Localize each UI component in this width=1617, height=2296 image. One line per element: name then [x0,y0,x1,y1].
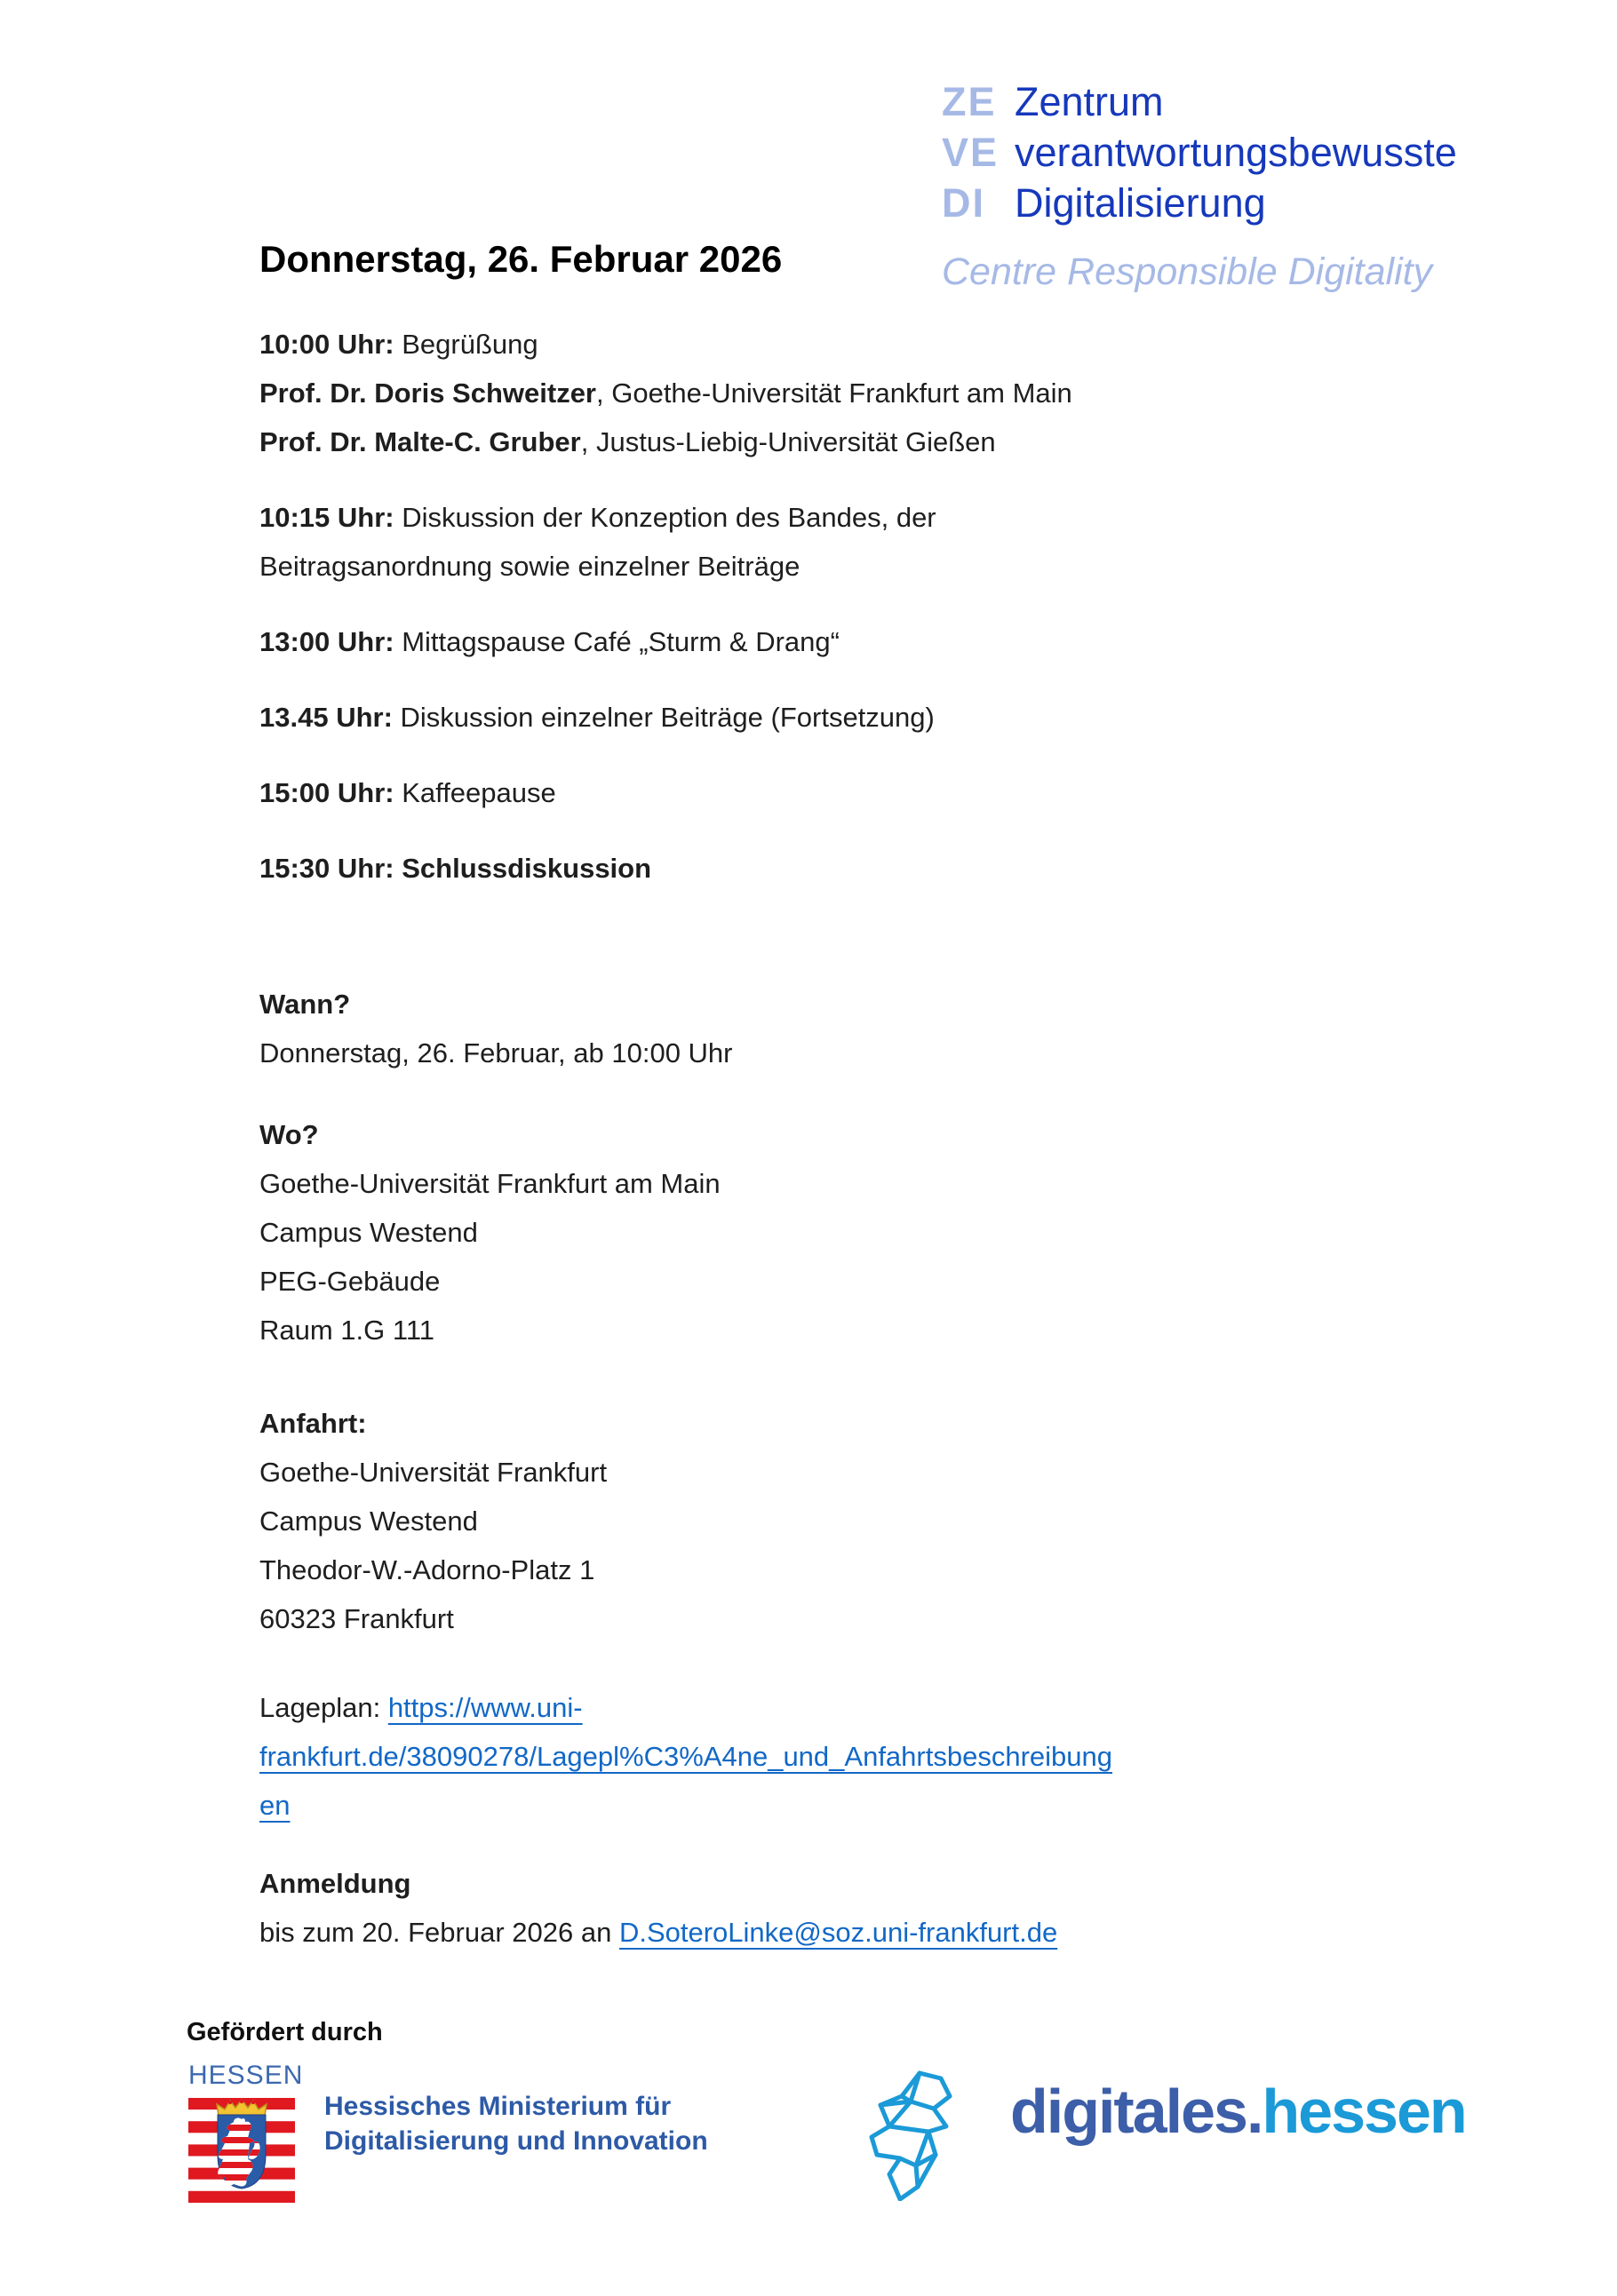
schedule-text: Diskussion einzelner Beiträge (Fortsetzung) [392,702,935,733]
schedule-text: Prof. Dr. Doris Schweitzer [259,377,596,409]
email-link[interactable]: D.SoteroLinke@soz.uni-frankfurt.de [618,1917,1058,1948]
section-line: Campus Westend [259,1506,478,1537]
schedule-text: Diskussion der Konzeption des Bandes, der [394,502,936,533]
schedule-line [259,844,1450,893]
schedule-item [259,320,1450,466]
zevedi-logo-prefix: VE [942,130,1000,175]
schedule-item [259,844,1450,893]
section-line: Raum 1.G 111 [259,1315,435,1346]
schedule-text: Beitragsanordnung sowie einzelner Beiträge [259,551,801,582]
hessen-ministry-logo [188,2059,303,2203]
section-heading: Wo? [259,1119,319,1150]
schedule-text: 15:00 Uhr: [259,777,394,808]
schedule-line [259,417,1450,466]
section-heading: Wann? [259,989,351,1020]
schedule-item [259,617,1450,666]
schedule-line [259,542,1450,591]
lageplan-label: Lageplan: [259,1692,388,1723]
schedule-line [259,369,1450,417]
zevedi-logo-row [942,76,1457,127]
schedule-item [259,693,1450,742]
zevedi-logo [942,76,1457,228]
section-line: 60323 Frankfurt [259,1603,454,1634]
section-wann [259,980,1450,1077]
section-wo [259,1110,1450,1355]
zevedi-logo-word: Zentrum [1015,79,1164,124]
lageplan-link[interactable]: https://www.uni- frankfurt.de/38090278/Lagepl%C3%A4ne_und_Anfahrtsbeschreibung en [259,1692,1112,1821]
schedule-line [259,320,1450,369]
zevedi-logo-row [942,178,1457,228]
hessen-coat-of-arms-icon [188,2098,295,2203]
zevedi-tagline: Centre Responsible Digitality [942,250,1433,293]
schedule [259,320,1450,919]
section-anfahrt [259,1399,1450,1643]
digitales-hessen-lion-icon [864,2070,966,2201]
page-title: Donnerstag, 26. Februar 2026 [259,238,783,280]
zevedi-logo-word: verantwortungsbewusste [1015,130,1457,175]
digitales-wordmark: digitales.hessen [1010,2077,1466,2146]
schedule-line [259,493,1450,542]
funded-by-label: Gefördert durch [187,2018,383,2046]
section-line: Goethe-Universität Frankfurt am Main [259,1168,721,1199]
schedule-text: Prof. Dr. Malte-C. Gruber [259,426,581,457]
section-line: Theodor-W.-Adorno-Platz 1 [259,1554,595,1585]
section-line: Donnerstag, 26. Februar, ab 10:00 Uhr [259,1037,733,1069]
section-line: Goethe-Universität Frankfurt [259,1457,608,1488]
zevedi-logo-row [942,127,1457,178]
schedule-text: 15:30 Uhr: Schlussdiskussion [259,853,652,884]
lageplan-paragraph [259,1683,1450,1830]
section-line: Campus Westend [259,1217,478,1248]
schedule-item [259,493,1450,591]
zevedi-logo-prefix: DI [942,180,985,226]
hessen-wordmark: HESSEN [188,2061,304,2090]
schedule-text: Begrüßung [394,329,538,360]
schedule-line [259,693,1450,742]
ministry-name: Hessisches Ministerium für Digitalisierung und Innovation [324,2092,708,2156]
schedule-item [259,768,1450,817]
digitales-hessen-logo [864,2070,1466,2201]
section-heading: Anfahrt: [259,1408,367,1439]
schedule-text: , Goethe-Universität Frankfurt am Main [596,377,1072,409]
anmeldung-heading: Anmeldung [259,1868,411,1899]
schedule-text: 13:00 Uhr: [259,626,394,657]
schedule-text: 10:15 Uhr: [259,502,394,533]
section-line: PEG-Gebäude [259,1266,441,1297]
schedule-line [259,768,1450,817]
zevedi-logo-word: Digitalisierung [1015,180,1266,226]
schedule-text: 10:00 Uhr: [259,329,394,360]
anmeldung-text: bis zum 20. Februar 2026 an D.SoteroLinke@soz.uni-frankfurt.de [259,1917,1058,1948]
schedule-text: , Justus-Liebig-Universität Gießen [580,426,996,457]
schedule-text: Mittagspause Café „Sturm & Drang“ [394,626,840,657]
schedule-line [259,617,1450,666]
anmeldung-paragraph [259,1859,1450,1957]
schedule-text: Kaffeepause [394,777,556,808]
schedule-text: 13.45 Uhr: [259,702,393,733]
zevedi-logo-prefix: ZE [942,79,997,124]
